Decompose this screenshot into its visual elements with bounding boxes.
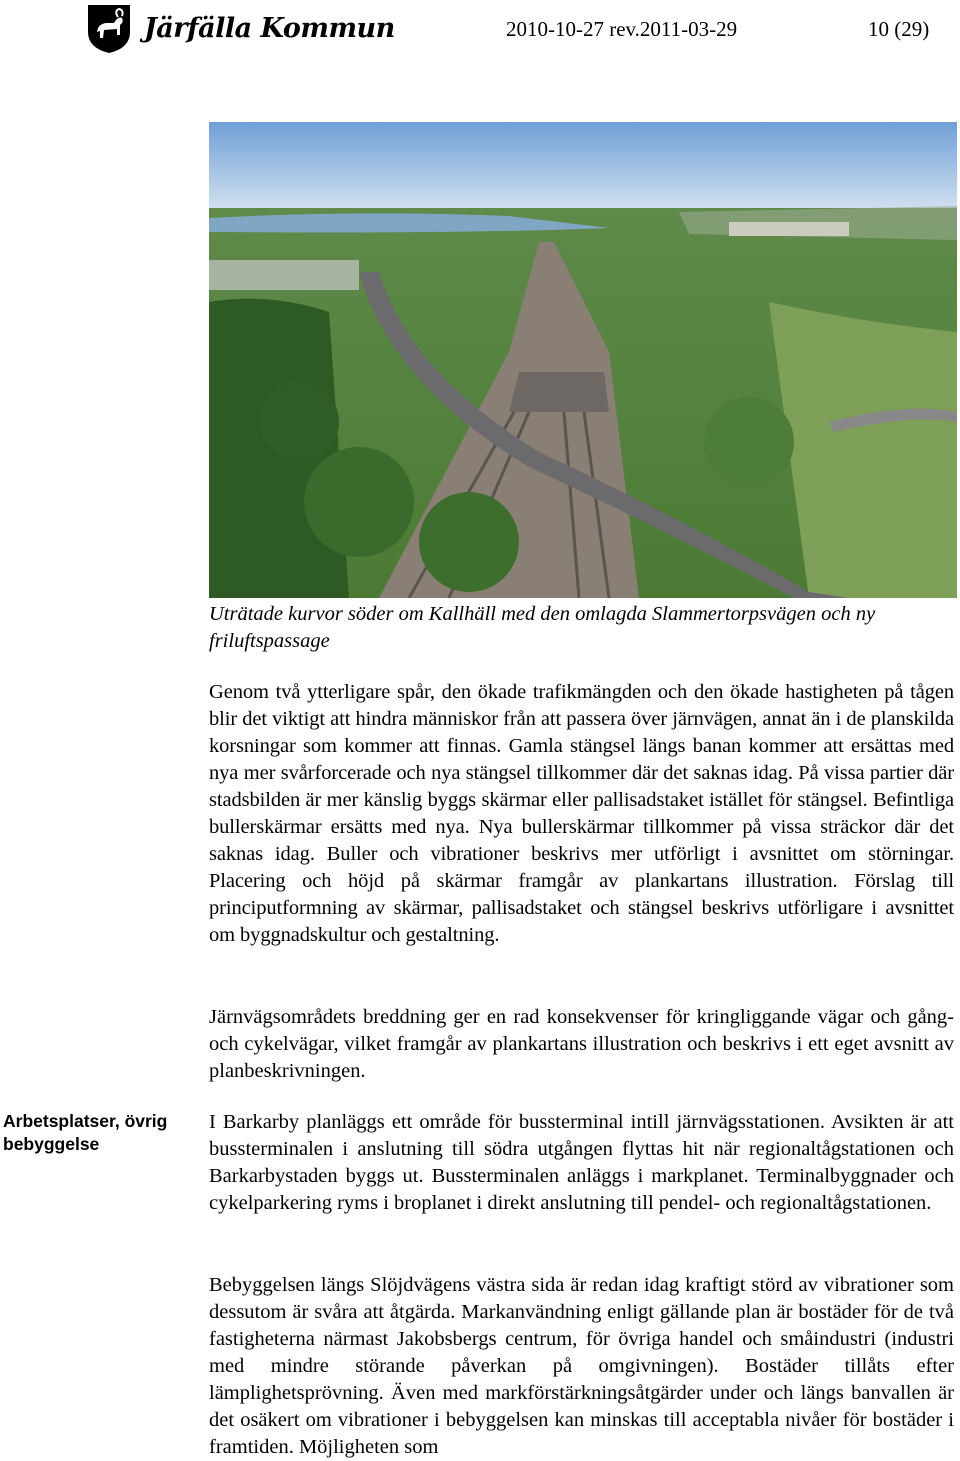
- aerial-railway-rendering: [209, 122, 957, 598]
- logo-text: Järfälla Kommun: [144, 12, 395, 44]
- ram-emblem-icon: [84, 2, 134, 54]
- paragraph-fencing: Genom två ytterligare spår, den ökade trafikmängden och den ökade hastigheten på tågen blir det viktigt att hindra människor från att passera över järnvägen, annat än i de planskilda korsningar som kommer att finnas. Gamla stängsel längs banan kommer att ersättas med nya mer svårforcerade och nya stängsel tillkommer där det saknas idag. På vissa partier där stadsbilden är mer känslig byggs skärmar eller pallisadstaket istället för stängsel. Befintliga bullerskärmar ersätts med nya. Nya bullerskärmar tillkommer på vissa sträckor där det saknas idag. Buller och vibrationer beskrivs mer utförligt i avsnittet om störningar. Placering och höjd på skärmar framgår av plankartans illustration. Förslag till principutformning av skärmar, pallisadstaket och stängsel beskrivs utförligare i avsnittet om byggnadskultur och gestaltning.: [209, 681, 954, 946]
- page-number: 10 (29): [868, 17, 930, 41]
- figure-caption: Uträtade kurvor söder om Kallhäll med den omlagda Slammertorpsvägen och ny friluftspassage: [209, 603, 876, 652]
- paragraph-road-consequences: Järnvägsområdets breddning ger en rad konsekvenser för kringliggande vägar och gång- och cykelvägar, vilket framgår av plankartans illustration och beskrivs i ett eget avsnitt av planbeskrivningen.: [209, 1006, 954, 1082]
- paragraph-bus-terminal: I Barkarby planläggs ett område för bussterminal intill järnvägsstationen. Avsikten är att bussterminalen i anslutning till södra utgången flyttas hit när regionaltågstationen och Barkarbystaden byggs ut. Bussterminalen anläggs i markplanet. Terminalbyggnader och cykelparkering ryms i broplanet i direkt anslutning till pendel- och regionaltågstationen.: [209, 1111, 954, 1214]
- document-date: 2010-10-27 rev.2011-03-29: [506, 17, 738, 41]
- section-heading-workplaces: Arbetsplatser, övrig bebyggelse: [3, 1111, 168, 1154]
- municipality-logo: [84, 2, 395, 54]
- paragraph-slojdvagen: Bebyggelsen längs Slöjdvägens västra sida är redan idag kraftigt störd av vibrationer som dessutom är svåra att åtgärda. Markanvändning enligt gällande plan är bostäder för de två fastigheterna närmast Jakobsbergs centrum, för övriga handel och småindustri (industri med mindre störande påverkan på omgivningen). Bostäder tillåts efter lämplighetsprövning. Även med markförstärkningsåtgärder under och längs banvallen är det osäkert om vibrationer i bebyggelsen kan minskas till acceptabla nivåer för bostäder i framtiden. Möjligheten som: [209, 1274, 954, 1458]
